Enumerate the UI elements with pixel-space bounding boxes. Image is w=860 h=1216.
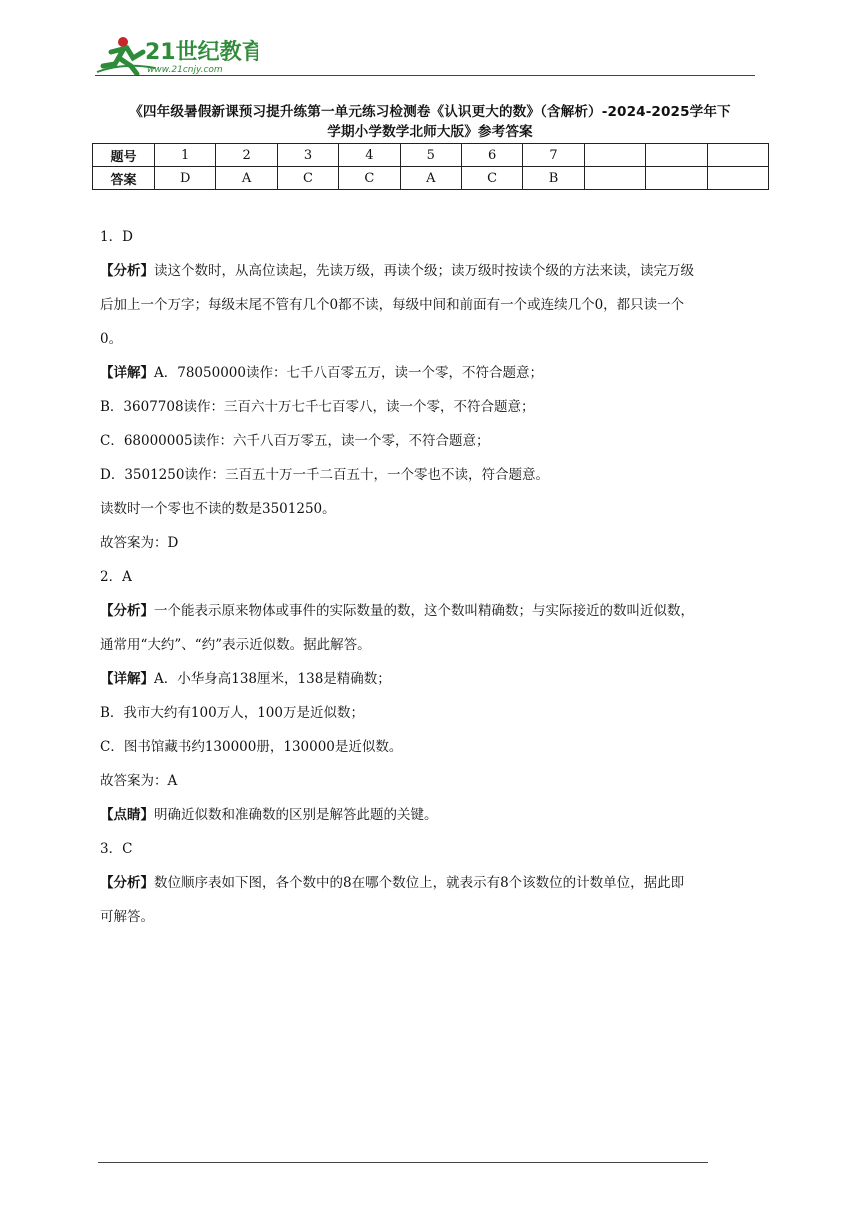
header-divider <box>95 75 755 76</box>
question-3-analysis <box>100 866 768 900</box>
site-logo <box>93 32 258 76</box>
analysis-text: 数位顺序表如下图，各个数中的8在哪个数位上，就表示有8个该数位的计数单位，据此即 <box>154 875 685 891</box>
comment-tag: 【点睛】 <box>100 807 154 823</box>
answer-table <box>92 143 769 190</box>
question-2-comment <box>100 798 768 832</box>
footer-divider <box>98 1162 708 1163</box>
detail-tag: 【详解】 <box>100 671 154 687</box>
answer-explanations <box>100 220 768 934</box>
table-cell-answer <box>584 167 645 190</box>
table-cell-number: 3 <box>277 144 338 167</box>
comment-text: 明确近似数和准确数的区别是解答此题的关键。 <box>154 807 438 823</box>
table-cell-number <box>707 144 768 167</box>
question-1-analysis <box>100 254 768 288</box>
question-1-detail-c: C．68000005读作：六千八百万零五，读一个零，不符合题意； <box>100 433 490 449</box>
table-cell-number: 6 <box>461 144 522 167</box>
logo-text: 21世纪教育 <box>145 40 258 65</box>
table-cell-answer: C <box>339 167 400 190</box>
title-line-2: 学期小学数学北师大版》参考答案 <box>327 124 533 140</box>
table-cell-answer: B <box>523 167 584 190</box>
detail-text: A．小华身高138厘米，138是精确数； <box>154 671 391 687</box>
question-1-analysis-cont: 后加上一个万字；每级末尾不管有几个0都不读，每级中间和前面有一个或连续几个0，都只读一个 <box>100 297 685 313</box>
table-header-answer: 答案 <box>93 167 155 190</box>
table-cell-answer <box>707 167 768 190</box>
table-cell-number <box>646 144 707 167</box>
question-2-answer: 故答案为：A <box>100 773 178 789</box>
table-cell-number: 4 <box>339 144 400 167</box>
analysis-tag: 【分析】 <box>100 875 154 891</box>
document-title <box>95 102 765 142</box>
question-1-detail-b: B．3607708读作：三百六十万七千七百零八，读一个零，不符合题意； <box>100 399 535 415</box>
analysis-tag: 【分析】 <box>100 603 154 619</box>
analysis-tag: 【分析】 <box>100 263 154 279</box>
table-row-answers <box>93 167 769 190</box>
question-1-detail <box>100 356 768 390</box>
table-row-numbers <box>93 144 769 167</box>
question-2-detail-b: B．我市大约有100万人，100万是近似数； <box>100 705 364 721</box>
question-1-conclusion: 读数时一个零也不读的数是3501250。 <box>100 501 336 517</box>
table-cell-answer: A <box>400 167 461 190</box>
table-cell-number: 7 <box>523 144 584 167</box>
title-line-1: 《四年级暑假新课预习提升练第一单元练习检测卷《认识更大的数》（含解析）-2024-2025学年下 <box>129 104 731 120</box>
analysis-text: 读这个数时，从高位读起，先读万级，再读个级；读万级时按读个级的方法来读，读完万级 <box>154 263 694 279</box>
question-1-detail-d: D．3501250读作：三百五十万一千二百五十，一个零也不读，符合题意。 <box>100 467 549 483</box>
question-2-detail <box>100 662 768 696</box>
detail-tag: 【详解】 <box>100 365 154 381</box>
table-cell-number: 2 <box>216 144 277 167</box>
table-cell-answer: A <box>216 167 277 190</box>
table-cell-number: 5 <box>400 144 461 167</box>
runner-logo-icon <box>93 32 258 76</box>
question-2-analysis <box>100 594 768 628</box>
table-cell-answer <box>646 167 707 190</box>
table-cell-answer: C <box>461 167 522 190</box>
question-2-heading: 2．A <box>100 569 132 585</box>
question-2-analysis-cont: 通常用“大约”、“约”表示近似数。据此解答。 <box>100 637 371 653</box>
table-cell-answer: C <box>277 167 338 190</box>
question-1-heading: 1．D <box>100 229 133 245</box>
question-1-analysis-cont: 0。 <box>100 331 123 347</box>
question-3-heading: 3．C <box>100 841 133 857</box>
table-cell-number: 1 <box>155 144 216 167</box>
question-3-analysis-cont: 可解答。 <box>100 909 154 925</box>
question-1-answer: 故答案为：D <box>100 535 179 551</box>
question-2-detail-c: C．图书馆藏书约130000册，130000是近似数。 <box>100 739 403 755</box>
logo-url-text: www.21cnjy.com <box>147 65 223 75</box>
detail-text: A．78050000读作：七千八百零五万，读一个零，不符合题意； <box>154 365 543 381</box>
table-header-question-number: 题号 <box>93 144 155 167</box>
analysis-text: 一个能表示原来物体或事件的实际数量的数，这个数叫精确数；与实际接近的数叫近似数， <box>154 603 694 619</box>
table-cell-answer: D <box>155 167 216 190</box>
table-cell-number <box>584 144 645 167</box>
